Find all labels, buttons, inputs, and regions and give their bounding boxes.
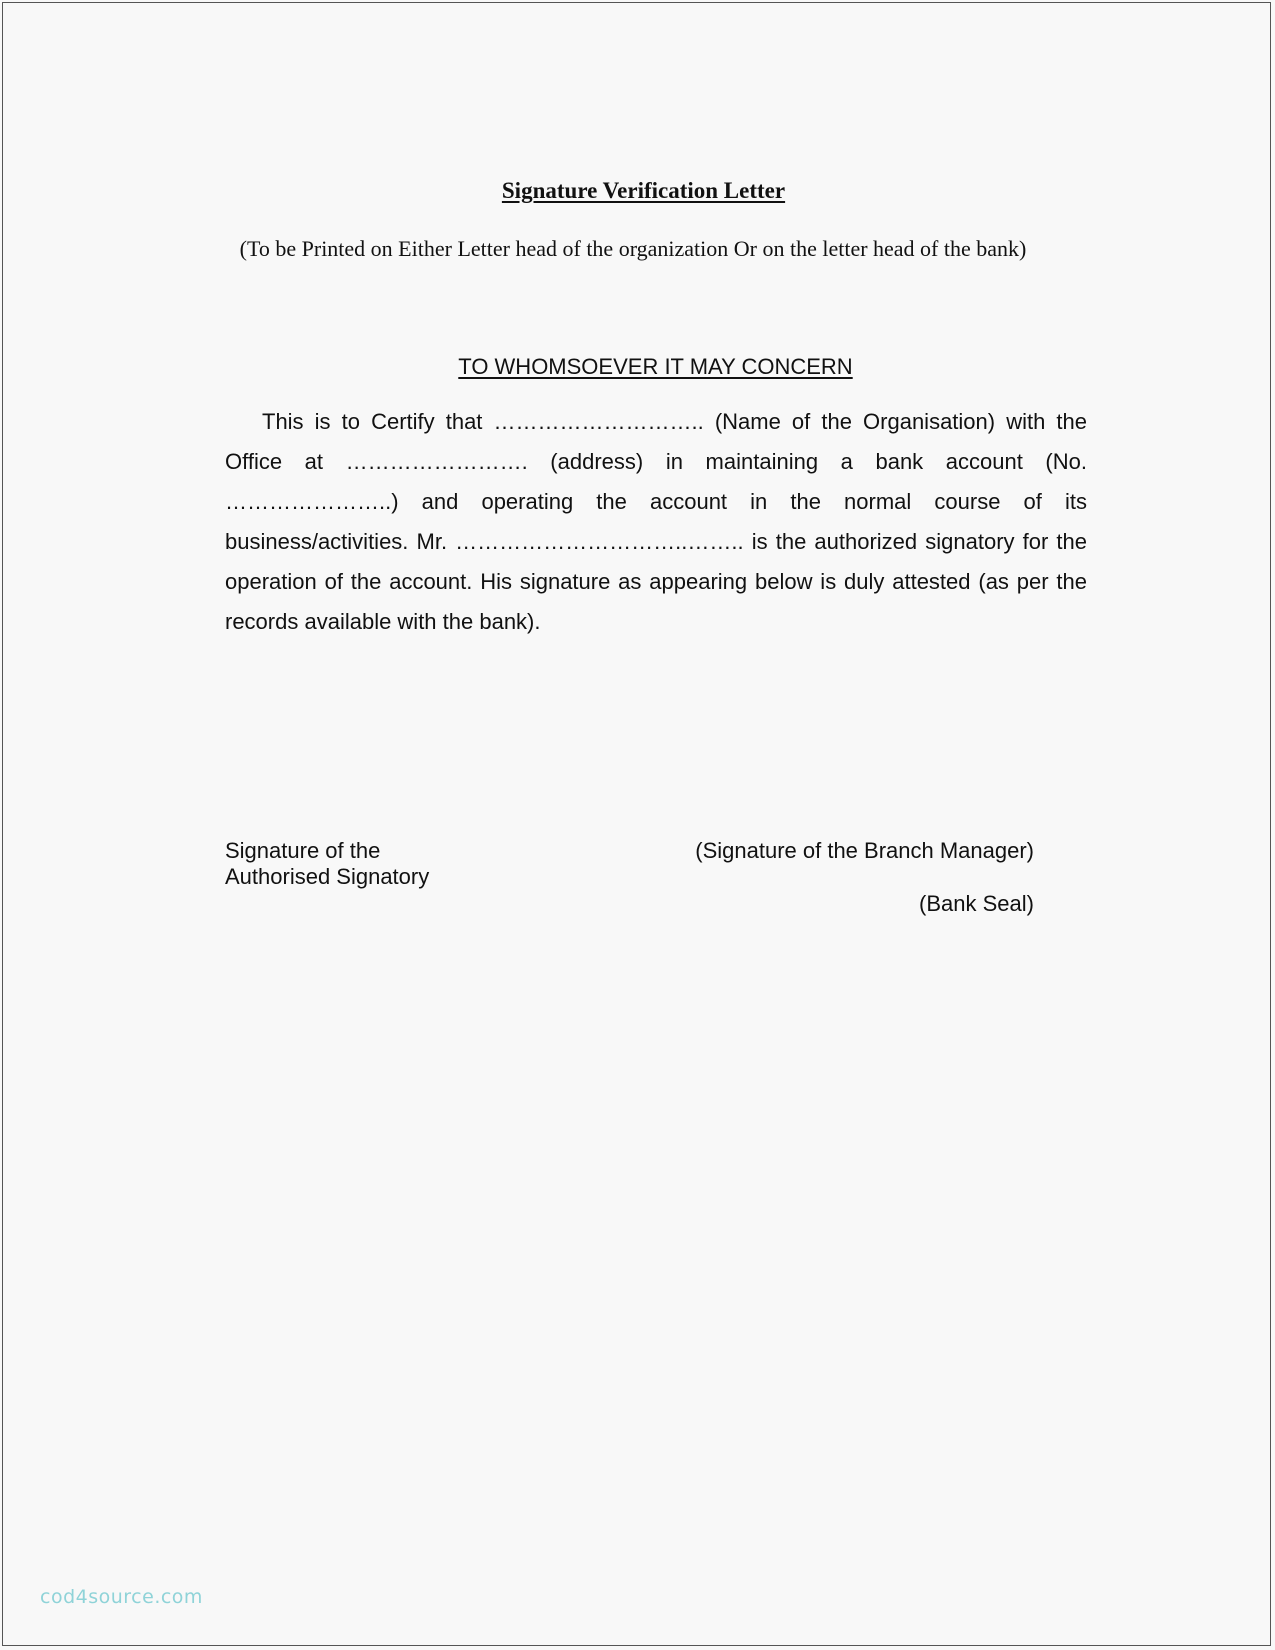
branch-manager-signature: (Signature of the Branch Manager)	[695, 838, 1034, 863]
authorised-signatory-block	[225, 838, 429, 890]
salutation: TO WHOMSOEVER IT MAY CONCERN	[458, 354, 853, 379]
body-paragraph: This is to Certify that ……………………….. (Name of the Organisation) with the Office at ……………………. (address) in maintaining a bank account (No. …………………..) and operating the account in the normal course of its business/activities. Mr. …………………………..…….. is the authorized signatory for the operation of the account. His signature as appearing below is duly attested (as per the records available with the bank).	[225, 409, 1087, 634]
authorised-signatory-line1: Signature of the	[225, 838, 381, 863]
watermark-text: cod4source.com	[40, 1586, 203, 1608]
letter-title: Signature Verification Letter	[501, 178, 786, 203]
bank-seal-label: (Bank Seal)	[919, 891, 1034, 916]
letter-subtitle: (To be Printed on Either Letter head of the organization Or on the letter head of the bank)	[239, 236, 1027, 261]
authorised-signatory-line2: Authorised Signatory	[225, 864, 430, 889]
